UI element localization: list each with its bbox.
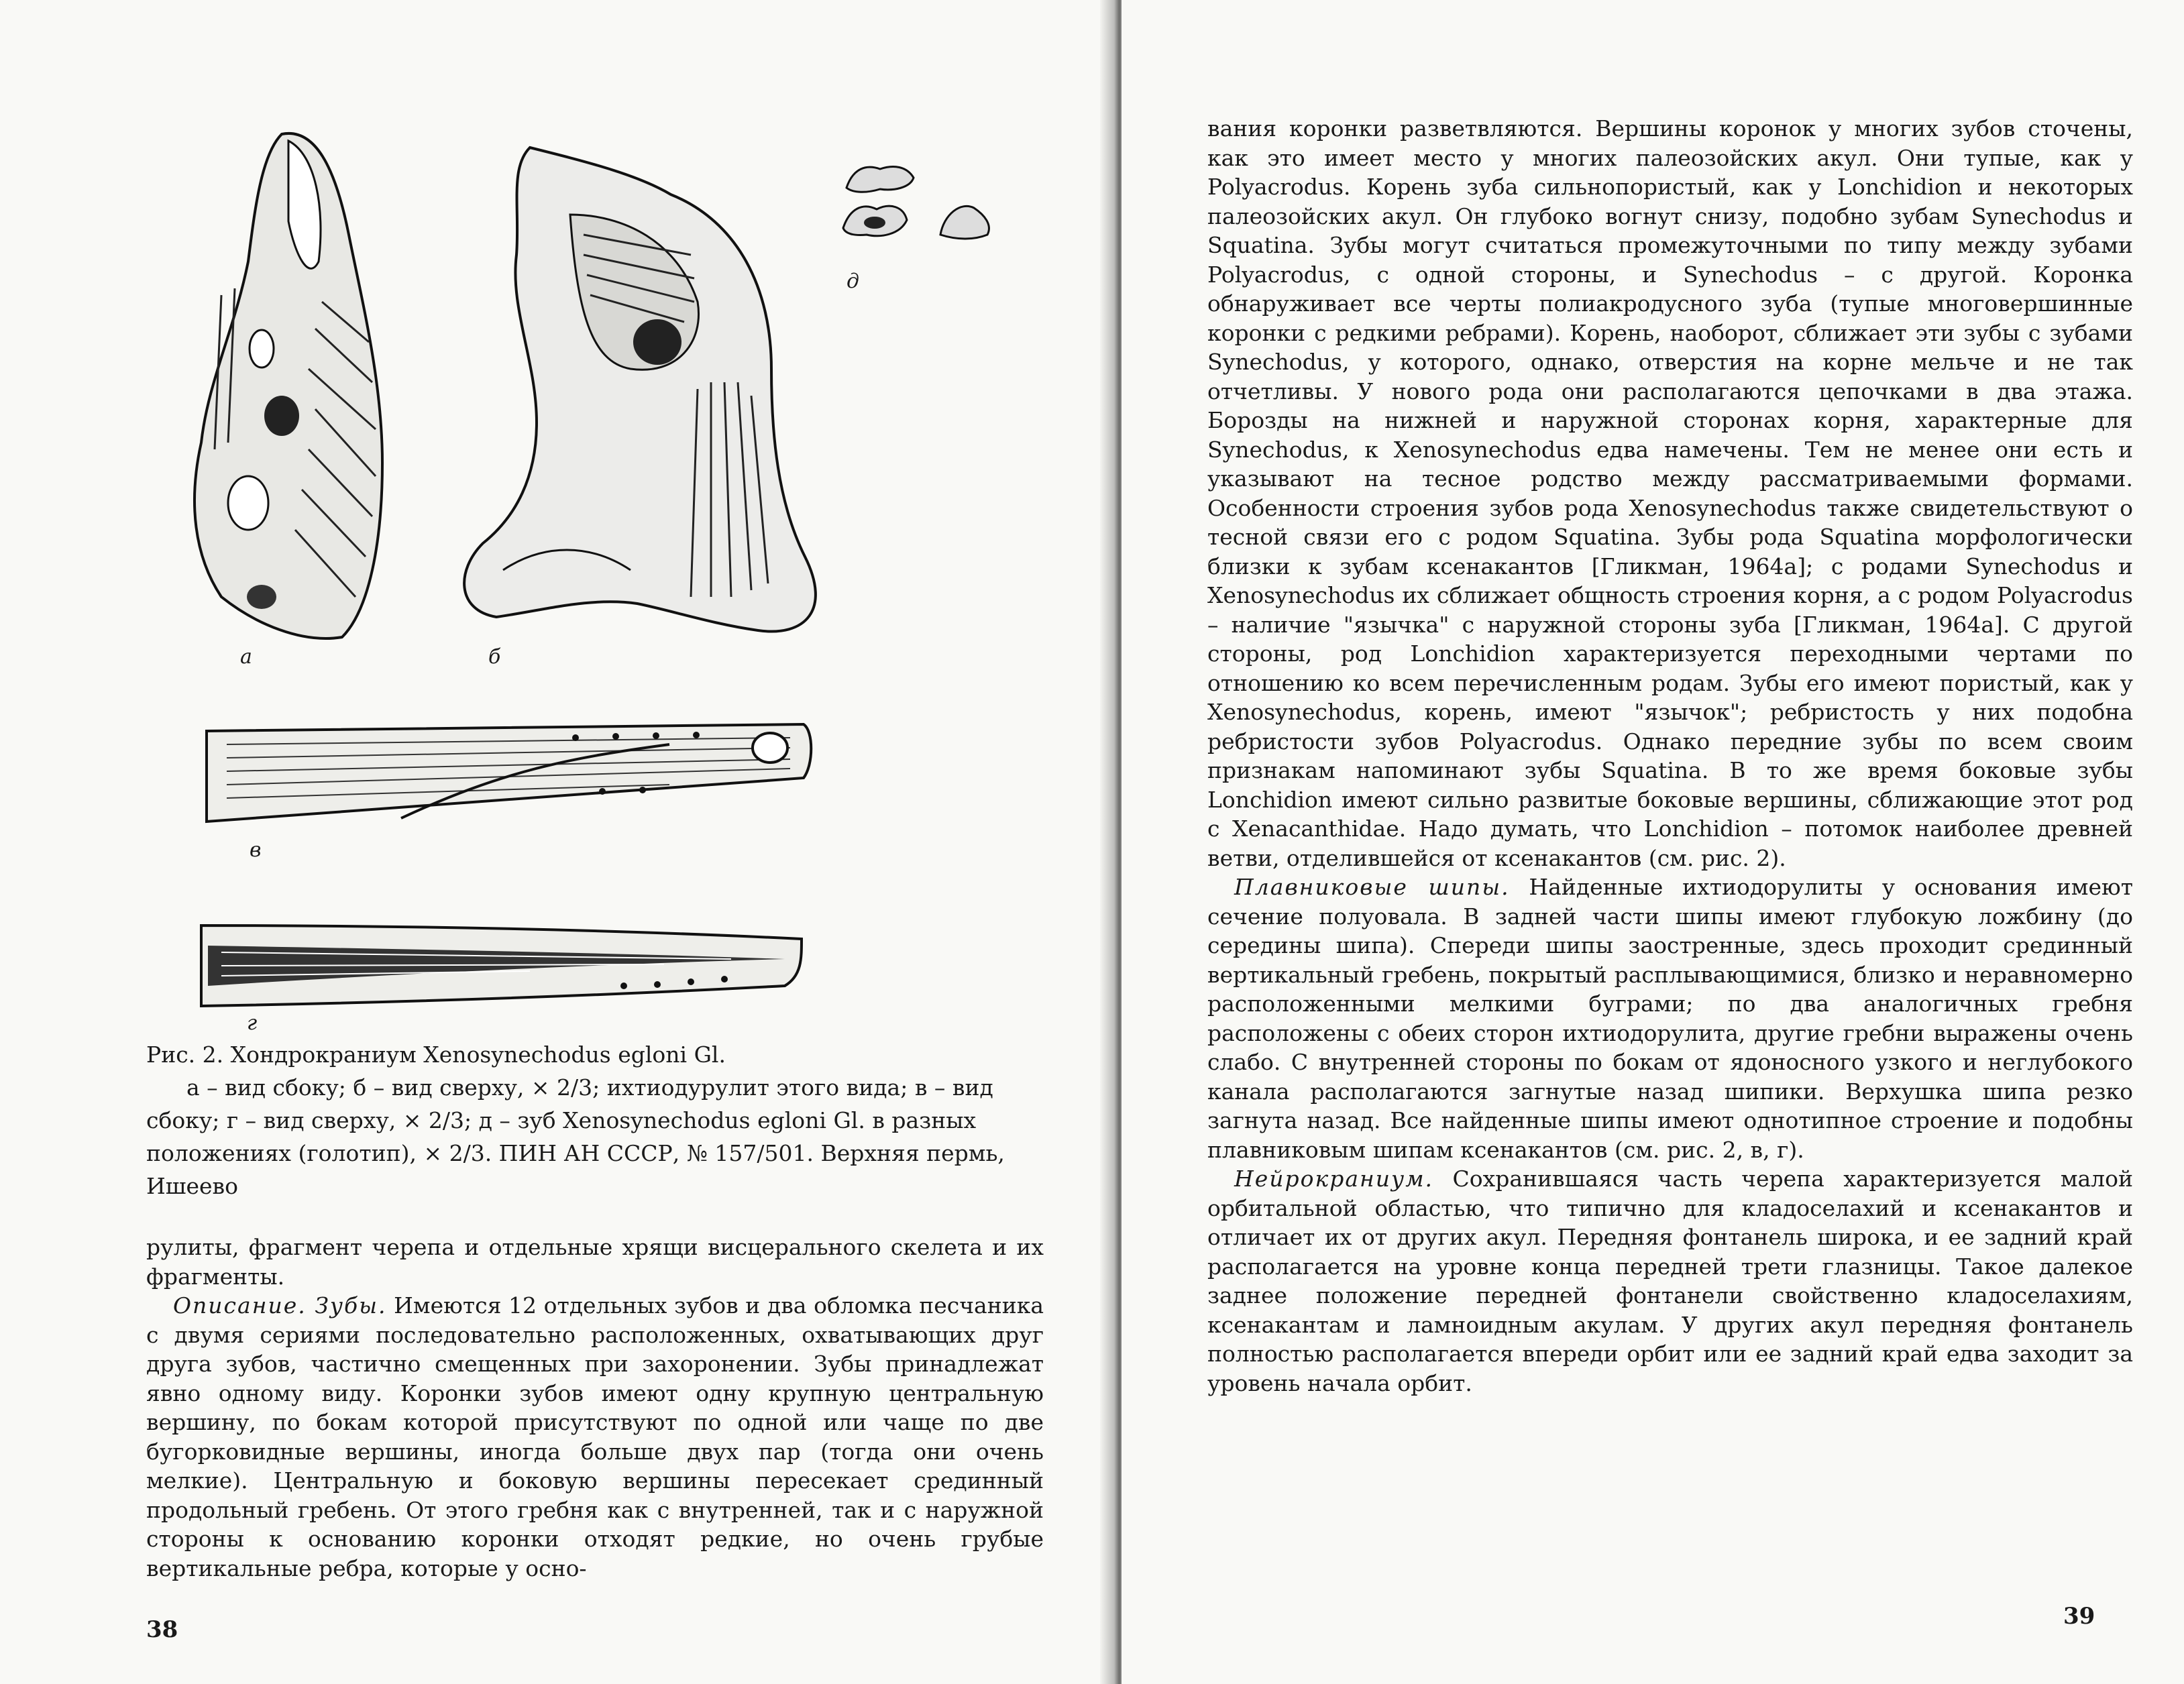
paragraph-description: Описание. Зубы. Имеются 12 отдельных зубов и два обломка песчаника с двумя сериями последовательно расположенных, охватывающих друг друга зубов, частично смещенных при захоронении. Зубы принадлежат явно одному виду. Коронки зубов имеют одну крупную центральную вершину, по бокам которой присутствуют по одной или чаще по две бугорковидные вершины, иногда больше двух пар (тогда они очень мелкие). Центральную и боковую вершины пересекает срединный продольный гребень. От этого гребня как с внутренней, так и с наружной стороны к основанию коронки отходят редкие, но очень грубые вертикальные ребра, которые у осно- xyxy=(146,1292,1044,1581)
figure-label-g: г xyxy=(247,1011,258,1035)
figure-label-a: а xyxy=(240,645,252,669)
figure-label-d: д xyxy=(847,270,860,293)
figure-a-chondrocranium-side xyxy=(181,127,402,644)
figure-label-b: б xyxy=(488,645,501,669)
right-body-text xyxy=(1207,114,2133,1398)
paragraph: вания коронки разветвляются. Вершины коронок у многих зубов сточены, как это имеет место у многих палеозойских акул. Они тупые, как у Polyacrodus. Корень зуба сильнопористый, как у Lonchidion и некоторых палеозойских акул. Он глубоко вогнут снизу, подобно зубам Synechodus и Squatina. Зубы могут считаться промежуточными по типу между зубами Polyacrodus, с одной стороны, и Synechodus – с другой. Коронка обнаруживает все черты полиакродусного зуба (тупые многовершинные коронки с редкими ребрами). Корень, наоборот, сближает эти зубы с зубами Synechodus, у которого, однако, отверстия на корне мельче и не так отчетливы. У нового рода они располагаются цепочками в два этажа. Борозды на нижней и наружной сторонах корня, характерные для Synechodus, к Xenosynechodus едва намечены. Тем не менее они есть и указывают на тесное родство между рассматриваемыми формами. Особенности строения зубов рода Xenosynechodus также свидетельствуют о тесной связи его с родом Squatina. Зубы рода Squatina морфологически близки к зубам ксенакантов [Гликман, 1964а]; с родами Synechodus и Xenosynechodus их сближает общность строения корня, а с родом Polyacrodus – наличие "язычка" с наружной стороны зуба [Гликман, 1964а]. С другой стороны, род Lonchidion характеризуется переходными чертами по отношению ко всем перечисленным родам. Зубы его имеют пористый, как у Xenosynechodus, корень, имеют "язычок"; ребристость у них подобна ребристости зубов Polyacrodus. Однако передние зубы по всем своим признакам напоминают зубы Squatina. В то же время боковые зубы Lonchidion имеют сильно развитые боковые вершины, сближающие этот род с Xenacanthidae. Надо думать, что Lonchidion – потомок наиболее древней ветви, отделившейся от ксенакантов (см. рис. 2). xyxy=(1207,115,2133,871)
figure-g-fin-spine-top xyxy=(195,912,812,1013)
figure-v-fin-spine-side xyxy=(200,718,817,832)
caption-title: Рис. 2. Хондрокраниум Xenosynechodus egloni Gl. xyxy=(146,1042,726,1068)
figure-label-v: в xyxy=(250,838,262,862)
right-page xyxy=(1122,0,2184,1684)
paragraph-lead: Описание. Зубы. xyxy=(173,1292,387,1318)
page-number-left: 38 xyxy=(146,1616,178,1643)
paragraph-lead: Плавниковые шипы. xyxy=(1234,874,1510,900)
paragraph-neurocranium: Нейрокраниум. Сохранившаяся часть черепа характеризуется малой орбитальной областью, что типично для кладоселахий и ксенакантов и отличает их от других акул. Передняя фонтанель широка, и ее задний край располагается на уровне конца передней трети глазницы. Такое далекое заднее положение передней фонтанели свойственно кладоселахиям, ксенакантам и ламноидным акулам. У других акул передняя фонтанель полностью располагается впереди орбит или ее задний край едва заходит за уровень начала орбит. xyxy=(1207,1166,2133,1396)
paragraph-fin-spines: Плавниковые шипы. Найденные ихтиодорулиты у основания имеют сечение полуовала. В задней части шипы имеют глубокую ложбину (до середины шипа). Спереди шипы заостренные, здесь проходит срединный вертикальный гребень, покрытый расплывающимися, близко и неравномерно расположенными мелкими буграми; по два аналогичных гребня расположены с обеих сторон ихтиодорулита, другие гребни выражены очень слабо. С внутренней стороны по бокам от ядоносного узкого и неглубокого канала располагаются загнутые назад шипики. Верхушка шипа резко загнута назад. Все найденные шипы имеют однотипное строение и подобны плавниковым шипам ксенакантов (см. рис. 2, в, г). xyxy=(1207,874,2133,1163)
caption-body: а – вид сбоку; б – вид сверху, × 2/3; ихтиодурулит этого вида; в – вид сбоку; г – вид сверху, × 2/3; д – зуб Xenosynechodus egloni Gl. в разных положениях (голотип), × 2/3. ПИН АН СССР, № 157/501. Верхняя пермь, Ишеево xyxy=(146,1074,1005,1199)
page-number-right: 39 xyxy=(2063,1603,2095,1630)
figure-caption xyxy=(146,1038,1045,1202)
paragraph: рулиты, фрагмент черепа и отдельные хрящи висцерального скелета и их фрагменты. xyxy=(146,1234,1044,1290)
left-body-text xyxy=(146,1233,1044,1583)
figure-d-teeth xyxy=(840,161,994,262)
paragraph-lead: Нейрокраниум. xyxy=(1234,1166,1434,1192)
figure-b-chondrocranium-top xyxy=(456,141,832,644)
